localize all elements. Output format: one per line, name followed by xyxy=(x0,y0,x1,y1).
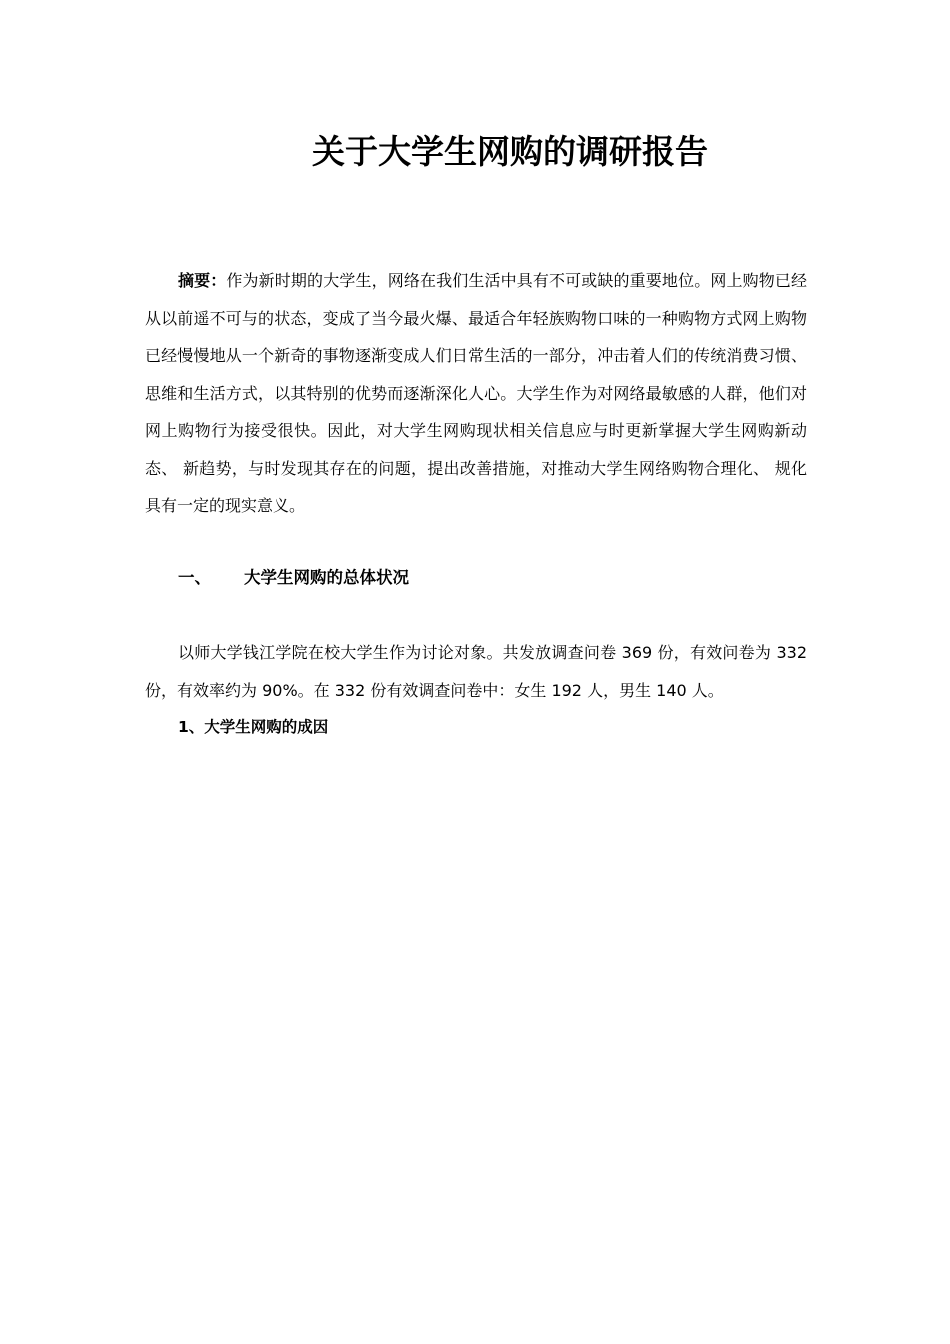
section-heading xyxy=(178,563,409,593)
section-title: 大学生网购的总体状况 xyxy=(244,568,409,587)
document-title: 关于大学生网购的调研报告 xyxy=(312,132,708,171)
abstract-label: 摘要： xyxy=(178,271,227,290)
sub-heading: 1、大学生网购的成因 xyxy=(178,718,329,736)
section-number: 一、 xyxy=(178,568,211,587)
abstract-text: 作为新时期的大学生，网络在我们生活中具有不可或缺的重要地位。网上购物已经从以前遥不可与的状态，变成了当今最火爆、最适合年轻族购物口味的一种购物方式网上购物已经慢慢地从一个新奇的事物逐渐变成人们日常生活的一部分，冲击着人们的传统消费习惯、思维和生活方式，以其特别的优势而逐渐深化人心。大学生作为对网络最敏感的人群，他们对网上购物行为接受很快。因此，对大学生网购现状相关信息应与时更新掌握大学生网购新动态、 新趋势，与时发现其存在的问题，提出改善措施，对推动大学生网络购物合理化、 规化具有一定的现实意义。 xyxy=(145,271,807,515)
body-paragraph: 以师大学钱江学院在校大学生作为讨论对象。共发放调查问卷 369 份，有效问卷为 332 份，有效率约为 90%。在 332 份有效调查问卷中：女生 192 人，男生 140 人。 xyxy=(145,643,807,700)
abstract-paragraph xyxy=(145,262,807,525)
